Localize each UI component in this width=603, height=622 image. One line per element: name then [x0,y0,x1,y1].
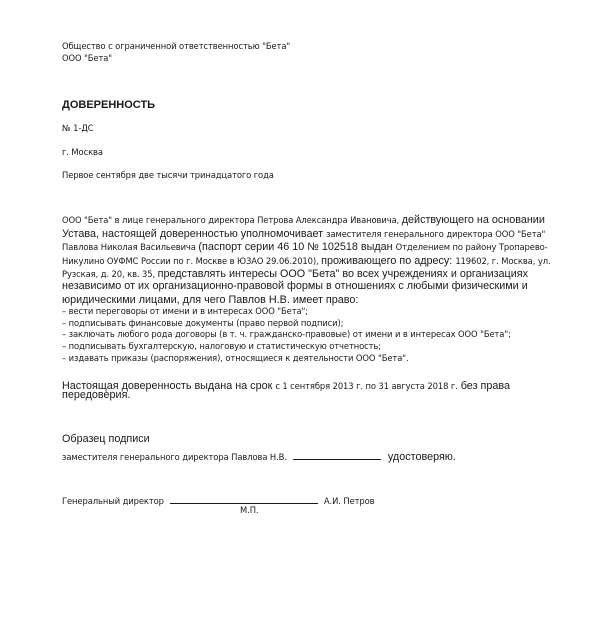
authority-item: – заключать любого рода договоры (в т. ч. гражданско-правовые) от имени и в интересах ООО "Бета"; [62,329,511,340]
body-line-2 [62,227,552,241]
main-body [62,213,552,364]
body-text: (паспорт серии 46 10 № 102518 выдан [198,241,396,254]
body-text: представлять интересы ООО "Бета" во всех учреждениях и организациях [157,268,529,281]
authority-item: – подписывать бухгалтерскую, налоговую и статистическую отчетность; [62,340,381,351]
director-name: А.И. Петров [323,496,375,506]
director-signature-blank [170,495,318,504]
authority-item: – издавать приказы (распоряжения), относящиеся к деятельности ООО "Бета". [62,352,409,363]
director-label: Генеральный директор [62,496,164,506]
director-signature-line [62,491,375,509]
body-line-5 [62,267,552,281]
body-text: заместителя генерального директора ООО "Бета" [326,228,546,239]
body-text: 119602, г. Москва, ул. [455,255,551,266]
term-text: без права [457,380,510,392]
org-short-name: ООО "Бета" [62,53,113,63]
body-text: Отделением по району Тропарево- [395,242,548,253]
body-text: имеет право: [292,293,359,306]
body-text: Устава, настоящей доверенностью уполномочивает [62,227,327,240]
body-text: юридическими лицами, для чего Павлов Н.В. [62,293,293,306]
body-text: ООО "Бета" в лице генерального директора Петрова Александра Ивановича, [62,215,402,225]
authority-item: – вести переговоры от имени и в интересах ООО "Бета"; [62,306,309,317]
body-line-4 [62,254,552,268]
sample-signer: заместителя генерального директора Павлова Н.В. [62,452,287,462]
body-text: Рузская, д. 20, кв. 35, [62,269,158,280]
document-title: ДОВЕРЕННОСТЬ [62,99,156,111]
body-text: проживающего по адресу: [321,254,456,267]
sample-signature-blank [293,451,381,460]
sample-signature-line [62,447,456,465]
body-line-7 [62,293,552,307]
body-line-3 [62,240,552,254]
body-text: Павлова Николая Васильевича [62,242,199,253]
document-date: Первое сентября две тысячи тринадцатого года [62,170,274,180]
sample-signature-label: Образец подписи [62,433,150,445]
term-text: Настоящая доверенность выдана на срок [62,380,276,392]
document-number: № 1-ДС [62,123,94,133]
stamp-place: М.П. [240,505,259,515]
authority-item: – подписывать финансовые документы (право первой подписи); [62,317,344,328]
body-text: действующего на основании [401,214,545,226]
term-dates: с 1 сентября 2013 г. по 31 августа 2018 г. [275,381,458,391]
body-line-6: независимо от их организационно-правовой формы в отношениях с любыми физическими и [62,279,528,292]
term-line-2: передоверия. [62,389,131,401]
certify-text: удостоверяю. [387,451,456,463]
document-city: г. Москва [62,147,103,157]
body-line-1 [62,213,552,227]
org-full-name: Общество с ограниченной ответственностью "Бета" [62,41,291,51]
body-text: Никулино ОУФМС России по г. Москве в ЮЗАО 29.06.2010), [62,255,322,266]
